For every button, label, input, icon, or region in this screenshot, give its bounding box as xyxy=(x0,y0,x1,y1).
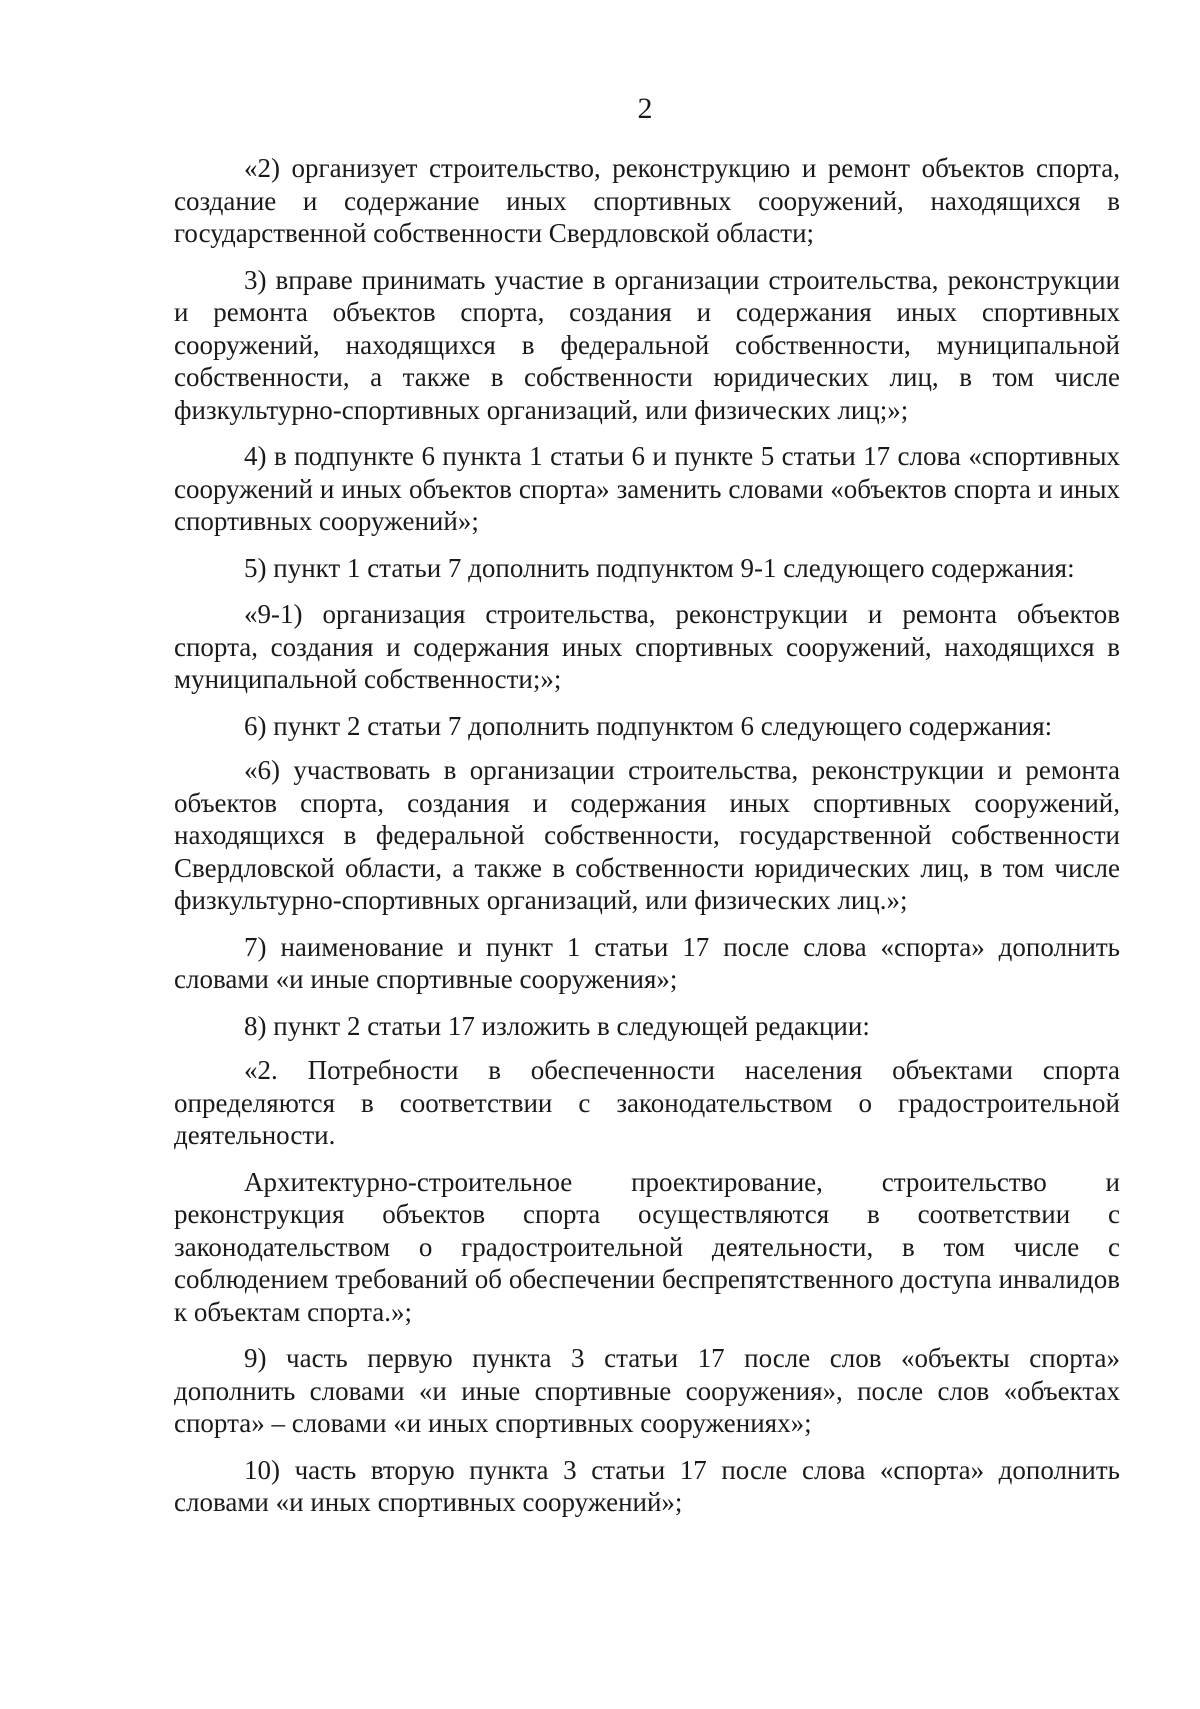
paragraph-10: 10) часть вторую пункта 3 статьи 17 после слова «спорта» дополнить словами «и иных спортивных сооружений»; xyxy=(174,1454,1120,1517)
paragraph-2: «2) организует строительство, реконструкцию и ремонт объектов спорта, создание и содержание иных спортивных сооружений, находящихся в государственной собственности Свердловской области; xyxy=(174,153,1120,248)
paragraph-8-item-2: «2. Потребности в обеспеченности населения объектами спорта определяются в соответствии с законодательством о градостроительной деятельности. xyxy=(174,1055,1120,1150)
paragraph-7: 7) наименование и пункт 1 статьи 17 после слова «спорта» дополнить словами «и иные спортивные сооружения»; xyxy=(174,931,1120,994)
paragraph-6: 6) пункт 2 статьи 7 дополнить подпунктом 6 следующего содержания: xyxy=(244,710,1053,741)
page-number: 2 xyxy=(637,92,653,125)
paragraph-5: 5) пункт 1 статьи 7 дополнить подпунктом 9-1 следующего содержания: xyxy=(244,552,1075,583)
paragraph-9: 9) часть первую пункта 3 статьи 17 после слов «объекты спорта» дополнить словами «и иные спортивные сооружения», после слов «объектах спорта» – словами «и иных спортивных сооружениях»; xyxy=(174,1343,1120,1438)
paragraph-4: 4) в подпункте 6 пункта 1 статьи 6 и пункте 5 статьи 17 слова «спортивных сооружений и иных объектов спорта» заменить словами «объектов спорта и иных спортивных сооружений»; xyxy=(174,441,1120,536)
paragraph-9-1: «9-1) организация строительства, реконструкции и ремонта объектов спорта, создания и содержания иных спортивных сооружений, находящихся в муниципальной собственности;»; xyxy=(174,599,1120,694)
document-body xyxy=(174,152,1120,1533)
paragraph-6-quote: «6) участвовать в организации строительства, реконструкции и ремонта объектов спорта, создания и содержания иных спортивных сооружений, находящихся в федеральной собственности, государственной собственности Свердловской области, а также в собственности юридических лиц, в том числе физкультурно-спортивных организаций, или физических лиц.»; xyxy=(174,755,1120,915)
paragraph-8: 8) пункт 2 статьи 17 изложить в следующей редакции: xyxy=(244,1010,870,1041)
paragraph-8-design: Архитектурно-строительное проектирование, строительство и реконструкция объектов спорта осуществляются в соответствии с законодательством о градостроительной деятельности, в том числе с соблюдением требований об обеспечении беспрепятственного доступа инвалидов к объектам спорта.»; xyxy=(174,1166,1120,1327)
paragraph-3: 3) вправе принимать участие в организации строительства, реконструкции и ремонта объектов спорта, создания и содержания иных спортивных сооружений, находящихся в федеральной собственности, муниципальной собственности, а также в собственности юридических лиц, в том числе физкультурно-спортивных организаций, или физических лиц;»; xyxy=(174,264,1120,425)
